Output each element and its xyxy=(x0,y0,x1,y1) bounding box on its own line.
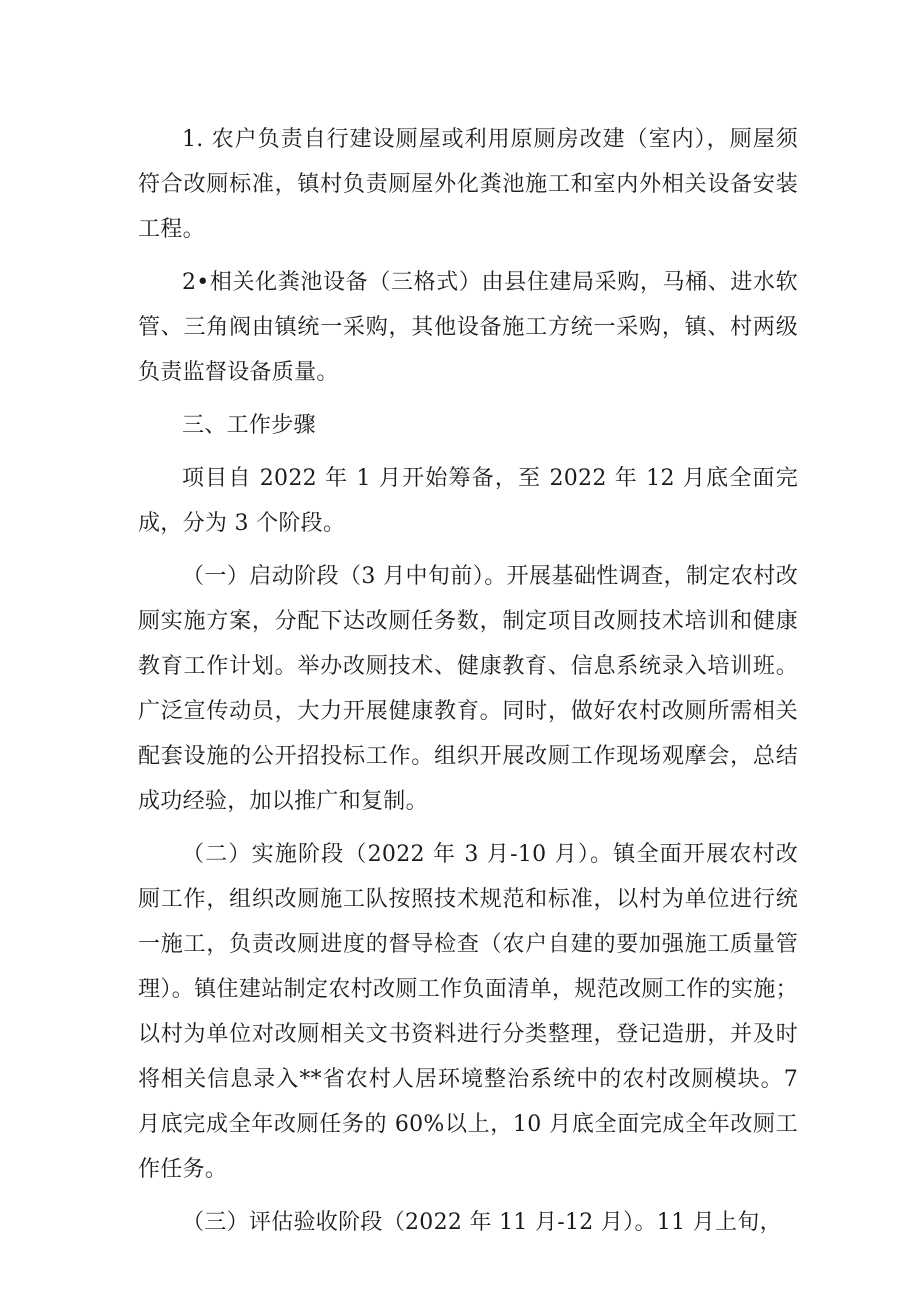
paragraph-stage-3: （三）评估验收阶段（2022 年 11 月-12 月）。11 月上旬， xyxy=(182,1210,782,1235)
paragraph-stage-2: （二）实施阶段（2022 年 3 月-10 月）。镇全面开展农村改厕工作，组织改厕施工队按照技术规范和标准，以村为单位进行统一施工，负责改厕进度的督导检查（农户自建的要加强施工质量管理）。镇住建站制定农村改厕工作负面清单，规范改厕工作的实施；以村为单位对改厕相关文书资料进行分类整理，登记造册，并及时将相关信息录入**省农村人居环境整治系统中的农村改厕模块。7 月底完成全年改厕任务的 60%以上，10 月底全面完成全年改厕工作任务。 xyxy=(138,842,798,1182)
paragraph-timeline: 项目自 2022 年 1 月开始筹备，至 2022 年 12 月底全面完成，分为 3 个阶段。 xyxy=(138,466,798,536)
document-body xyxy=(138,117,798,1253)
section-heading-work-steps: 三、工作步骤 xyxy=(182,413,316,438)
paragraph-stage-1: （一）启动阶段（3 月中旬前）。开展基础性调查，制定农村改厕实施方案，分配下达改厕任务数，制定项目改厕技术培训和健康教育工作计划。举办改厕技术、健康教育、信息系统录入培训班。广泛宣传动员，大力开展健康教育。同时，做好农村改厕所需相关配套设施的公开招投标工作。组织开展改厕工作现场观摩会，总结成功经验，加以推广和复制。 xyxy=(138,564,798,814)
paragraph-item-2: 2•相关化粪池设备（三格式）由县住建局采购，马桶、进水软管、三角阀由镇统一采购，其他设备施工方统一采购，镇、村两级负责监督设备质量。 xyxy=(138,270,798,385)
paragraph-item-1: 1. 农户负责自行建设厕屋或利用原厕房改建（室内），厕屋须符合改厕标准，镇村负责厕屋外化粪池施工和室内外相关设备安装工程。 xyxy=(138,127,798,242)
